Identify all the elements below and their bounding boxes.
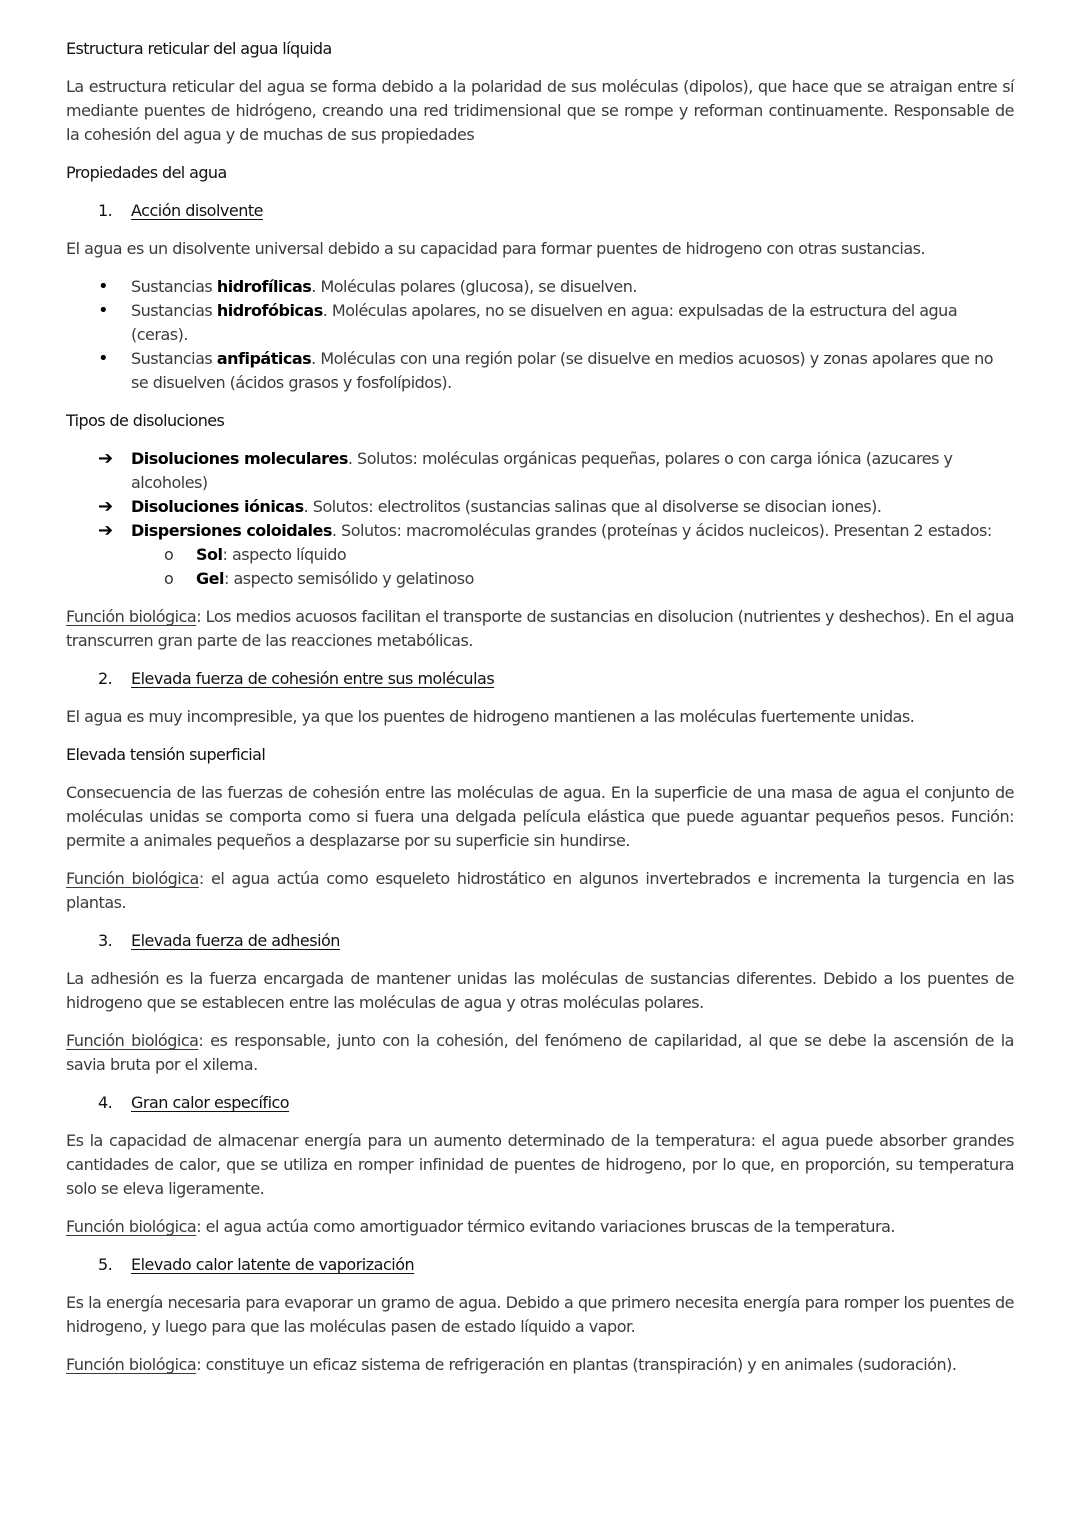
sub-list-estados <box>66 543 1014 591</box>
funcion-biologica-text: : el agua actúa como esqueleto hidrostático en algunos invertebrados e incrementa la turgencia en las plantas. <box>66 869 1014 912</box>
paragraph-cohesion: El agua es muy incompresible, ya que los puentes de hidrogeno mantienen a las moléculas fuertemente unidas. <box>66 707 915 726</box>
paragraph-tension-superficial: Consecuencia de las fuerzas de cohesión entre las moléculas de agua. En la superficie de una masa de agua el conjunto de moléculas unidas se comporta como si fuera una delgada película elástica que puede aguantar pequeños pesos. Función: permite a animales pequeños a desplazarse por su superficie sin hundirse. <box>66 783 1014 850</box>
arrow-list-disoluciones <box>66 447 1014 543</box>
heading-tension-superficial: Elevada tensión superficial <box>66 745 266 764</box>
item-text: . Moléculas apolares, no se disuelven en agua: expulsadas de la estructura del agua (ceras). <box>131 301 958 344</box>
item-text: . Moléculas con una región polar (se disuelve en medios acuosos) y zonas apolares que no se disuelven (ácidos grasos y fosfolípidos). <box>131 349 994 392</box>
funcion-biologica-text: : Los medios acuosos facilitan el transporte de sustancias en disolucion (nutrientes y deshechos). En el agua transcurren gran parte de las reacciones metabólicas. <box>66 607 1014 650</box>
item-prefix: Sustancias <box>131 349 217 368</box>
item-text: . Solutos: macromoléculas grandes (proteínas y ácidos nucleicos). Presentan 2 estados: <box>331 521 992 540</box>
funcion-biologica-label: Función biológica <box>66 869 199 888</box>
funcion-biologica-label: Función biológica <box>66 1031 199 1050</box>
heading-estructura-reticular: Estructura reticular del agua líquida <box>66 39 332 58</box>
heading-tipos-disoluciones: Tipos de disoluciones <box>66 411 225 430</box>
section-number: 1. <box>98 201 113 220</box>
paragraph-calor-especifico: Es la capacidad de almacenar energía para un aumento determinado de la temperatura: el agua puede absorber grandes cantidades de calor, que se utiliza en romper infinidad de puentes de hidrogeno, por lo que, en proporción, su temperatura solo se eleva ligeramente. <box>66 1131 1014 1198</box>
paragraph-funcion-biologica-4 <box>66 1215 1014 1239</box>
paragraph-funcion-biologica-5 <box>66 1353 1014 1377</box>
bullet-list-sustancias <box>66 275 1014 395</box>
item-text: . Solutos: electrolitos (sustancias salinas que al disolverse se disocian iones). <box>303 497 882 516</box>
funcion-biologica-label: Función biológica <box>66 607 197 626</box>
item-text: : aspecto semisólido y gelatinoso <box>223 569 474 588</box>
paragraph-disolvente: El agua es un disolvente universal debido a su capacidad para formar puentes de hidrogeno con otras sustancias. <box>66 239 926 258</box>
list-item <box>66 347 1014 395</box>
item-text: . Solutos: moléculas orgánicas pequeñas, polares o con carga iónica (azucares y alcoholes) <box>131 449 953 492</box>
section-number: 3. <box>98 931 113 950</box>
item-term: anfipáticas <box>216 349 312 368</box>
funcion-biologica-text: : el agua actúa como amortiguador térmico evitando variaciones bruscas de la temperatura. <box>196 1217 895 1236</box>
item-term: Sol <box>196 545 223 564</box>
section-title: Acción disolvente <box>131 201 263 220</box>
funcion-biologica-text: : constituye un eficaz sistema de refrigeración en plantas (transpiración) y en animales (sudoración). <box>196 1355 957 1374</box>
item-term: Disoluciones iónicas <box>131 497 304 516</box>
funcion-biologica-label: Función biológica <box>66 1217 197 1236</box>
sub-list-item <box>66 567 1014 591</box>
section-1-heading <box>66 199 1014 223</box>
item-term: Gel <box>196 569 224 588</box>
funcion-biologica-text: : es responsable, junto con la cohesión, del fenómeno de capilaridad, al que se debe la ascensión de la savia bruta por el xilema. <box>66 1031 1014 1074</box>
paragraph-funcion-biologica-1 <box>66 605 1014 653</box>
section-title: Elevada fuerza de cohesión entre sus moléculas <box>131 669 495 688</box>
paragraph-funcion-biologica-2 <box>66 867 1014 915</box>
funcion-biologica-label: Función biológica <box>66 1355 197 1374</box>
list-item <box>66 519 1014 543</box>
sub-list-item <box>66 543 1014 567</box>
section-2-heading <box>66 667 1014 691</box>
list-item <box>66 447 1014 495</box>
paragraph-calor-vaporizacion: Es la energía necesaria para evaporar un gramo de agua. Debido a que primero necesita energía para romper los puentes de hidrogeno, y luego para que las moléculas pasen de estado líquido a vapor. <box>66 1293 1014 1336</box>
item-text: : aspecto líquido <box>222 545 347 564</box>
circle-bullet-icon: o <box>164 545 174 564</box>
arrow-right-icon: ➔ <box>98 520 113 541</box>
arrow-right-icon: ➔ <box>98 448 113 469</box>
section-number: 5. <box>98 1255 113 1274</box>
circle-bullet-icon: o <box>164 569 174 588</box>
section-title: Elevado calor latente de vaporización <box>131 1255 415 1274</box>
section-number: 4. <box>98 1093 113 1112</box>
item-prefix: Sustancias <box>131 301 217 320</box>
item-term: hidrofílicas <box>216 277 312 296</box>
list-item <box>66 275 1014 299</box>
item-text: . Moléculas polares (glucosa), se disuelven. <box>311 277 637 296</box>
paragraph-adhesion: La adhesión es la fuerza encargada de mantener unidas las moléculas de sustancias diferentes. Debido a los puentes de hidrogeno que se establecen entre las moléculas de agua y otras moléculas polares. <box>66 969 1014 1012</box>
section-5-heading <box>66 1253 1014 1277</box>
arrow-right-icon: ➔ <box>98 496 113 517</box>
item-term: Dispersiones coloidales <box>131 521 332 540</box>
paragraph-funcion-biologica-3 <box>66 1029 1014 1077</box>
bullet-icon: • <box>98 276 109 297</box>
bullet-icon: • <box>98 348 109 369</box>
bullet-icon: • <box>98 300 109 321</box>
heading-propiedades-agua: Propiedades del agua <box>66 163 227 182</box>
section-number: 2. <box>98 669 113 688</box>
paragraph-estructura-reticular: La estructura reticular del agua se forma debido a la polaridad de sus moléculas (dipolos), que hace que se atraigan entre sí mediante puentes de hidrógeno, creando una red tridimensional que se rompe y reforman continuamente. Responsable de la cohesión del agua y de muchas de sus propiedades <box>66 77 1014 144</box>
item-term: Disoluciones moleculares <box>131 449 348 468</box>
section-title: Gran calor específico <box>131 1093 290 1112</box>
list-item <box>66 299 1014 347</box>
section-title: Elevada fuerza de adhesión <box>131 931 340 950</box>
item-term: hidrofóbicas <box>216 301 323 320</box>
section-3-heading <box>66 929 1014 953</box>
list-item <box>66 495 1014 519</box>
section-4-heading <box>66 1091 1014 1115</box>
item-prefix: Sustancias <box>131 277 217 296</box>
